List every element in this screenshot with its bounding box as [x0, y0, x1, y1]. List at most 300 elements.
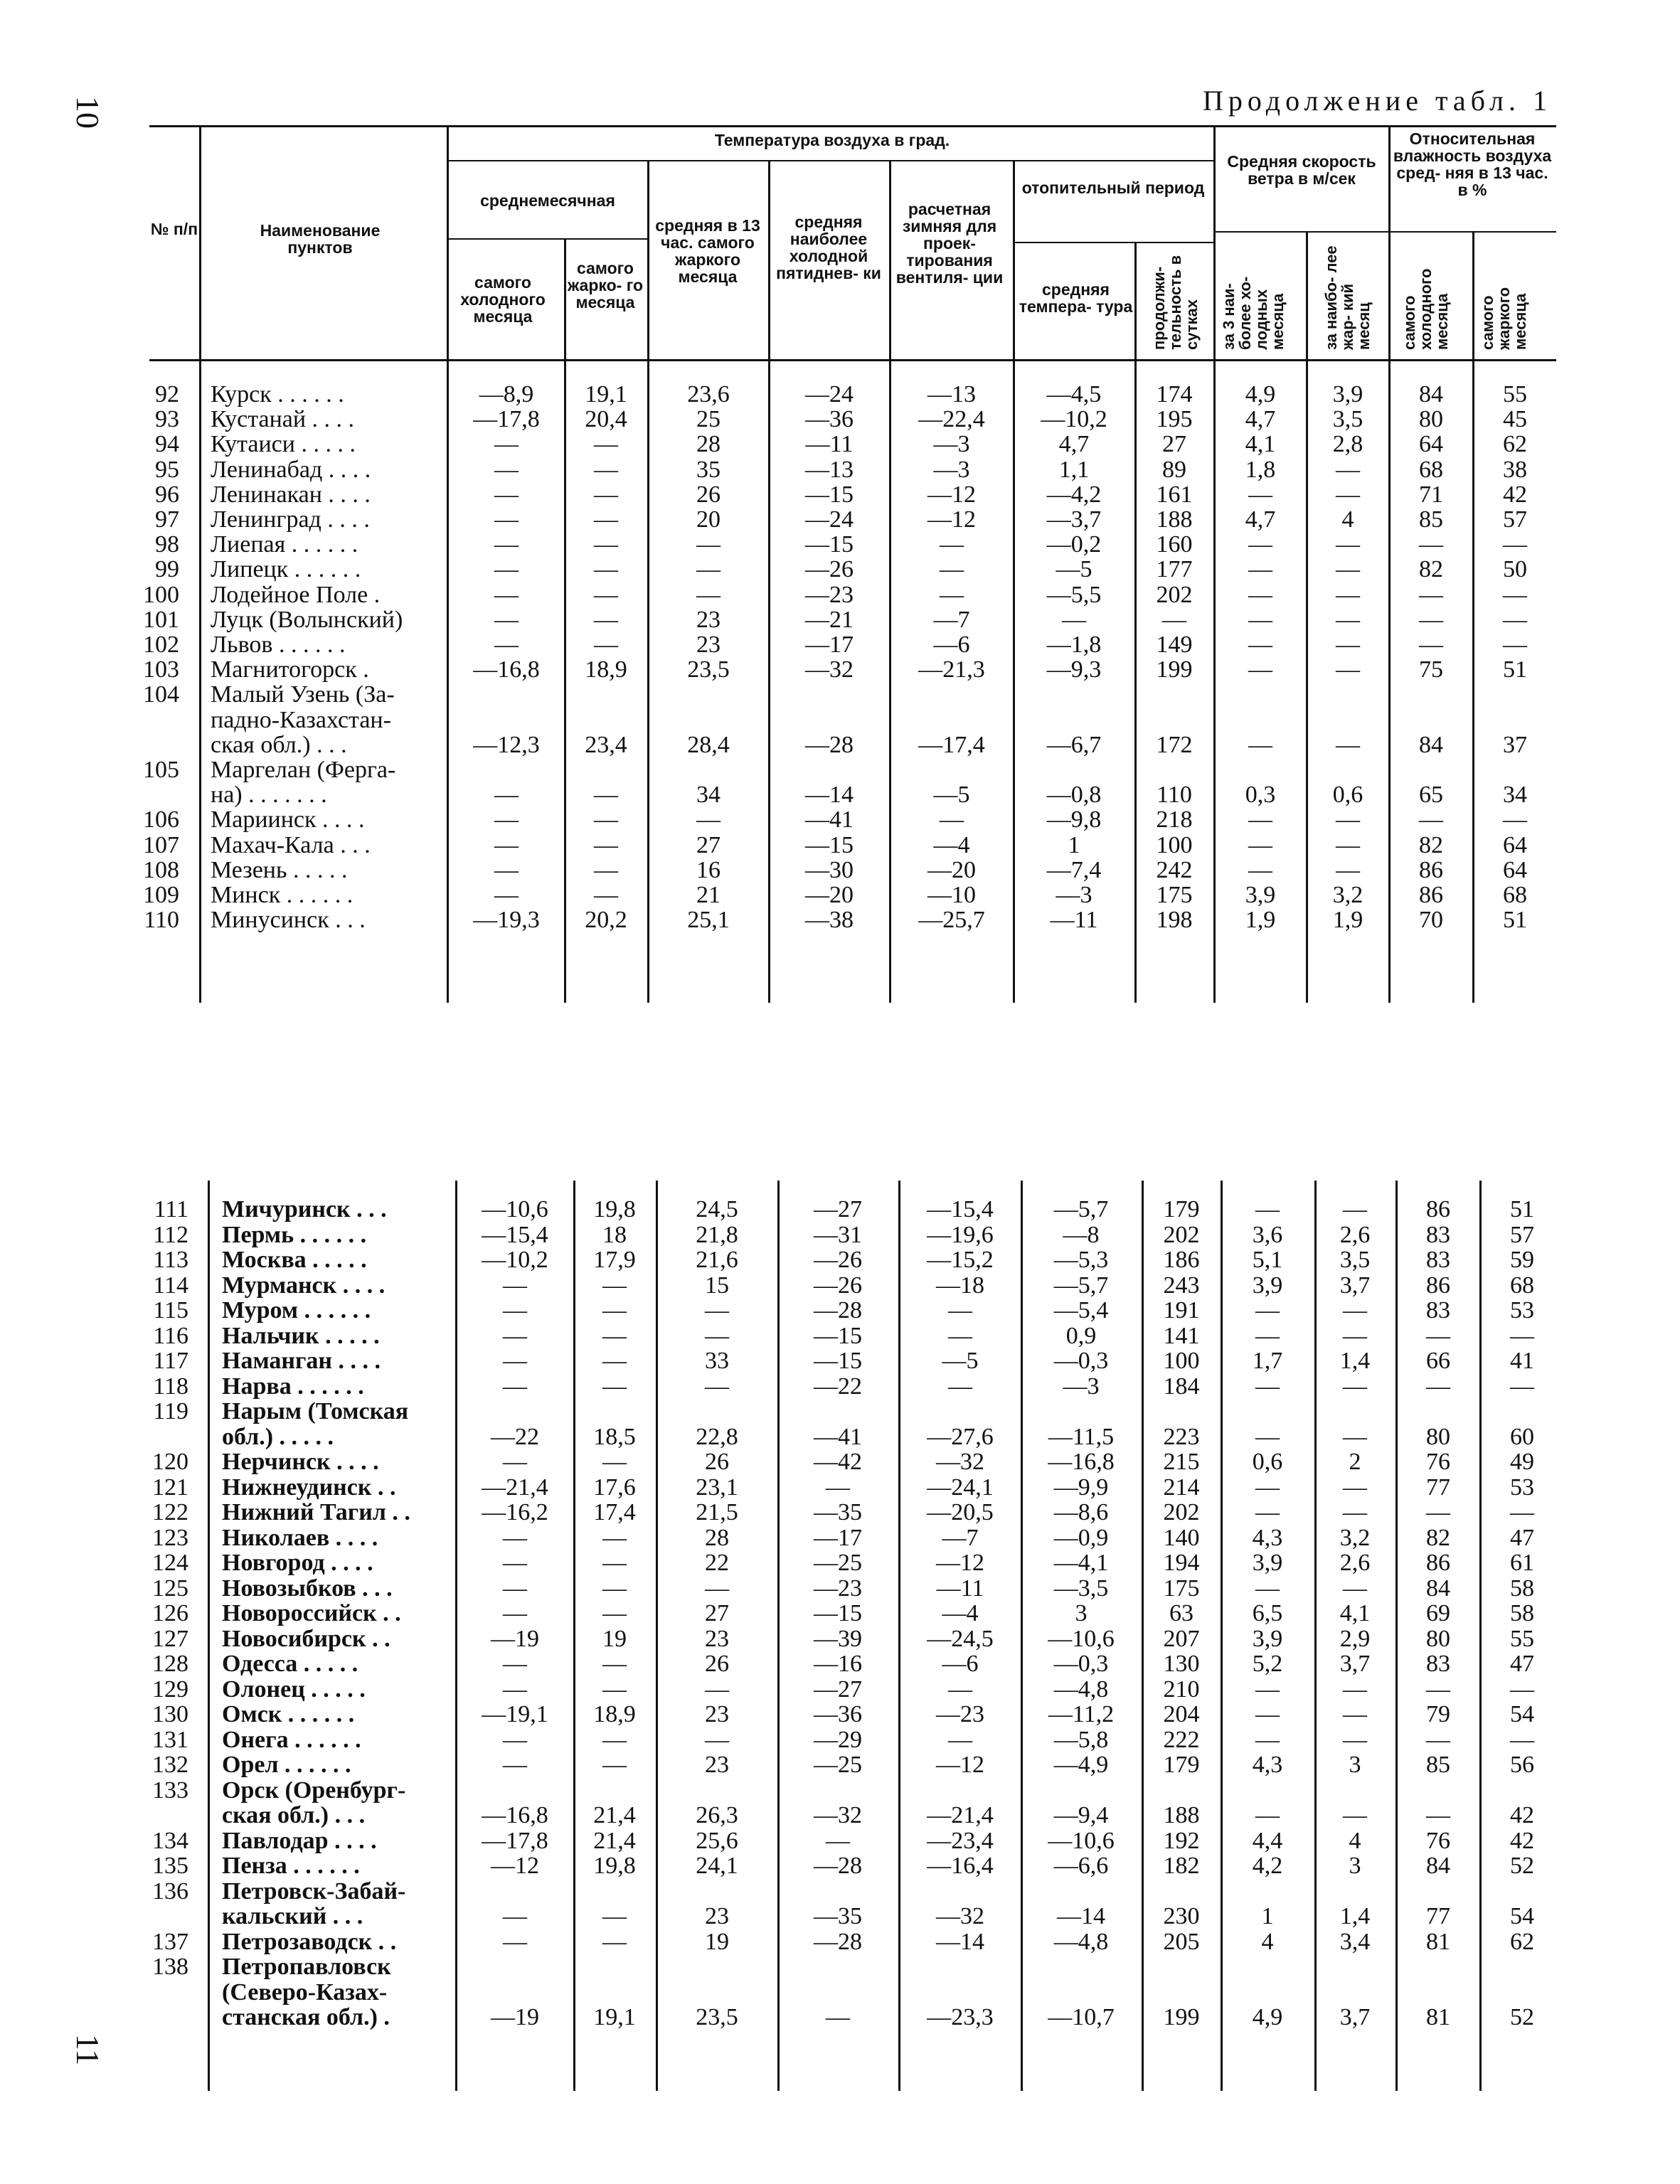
value-cell: 21,5 [696, 1499, 738, 1525]
row-number: 132 [152, 1752, 188, 1778]
value-cell: —8,9 [479, 381, 534, 407]
value-cell: —21 [805, 606, 854, 633]
value-cell: — [1343, 1474, 1367, 1501]
place-name: Омск . . . . . . [222, 1701, 355, 1727]
header-top-rule [149, 125, 1556, 127]
block1-vrule [199, 361, 201, 1003]
value-cell: — [696, 806, 721, 833]
place-name: кальский . . . [222, 1903, 363, 1929]
row-number: 124 [152, 1550, 188, 1576]
row-number: 131 [152, 1726, 188, 1753]
value-cell: — [594, 882, 618, 908]
value-cell: —15,4 [927, 1196, 994, 1222]
value-cell: — [1255, 1322, 1280, 1349]
value-cell: 57 [1510, 1221, 1534, 1248]
value-cell: —15 [814, 1322, 862, 1349]
value-cell: — [1255, 1575, 1280, 1602]
value-cell: 21,8 [696, 1221, 738, 1248]
place-name: Ленинакан . . . . [211, 481, 371, 508]
block1-vrule [1472, 361, 1474, 1003]
value-cell: 84 [1419, 731, 1443, 758]
header-name: Наименование пунктов [260, 221, 381, 257]
value-cell: — [1255, 1499, 1280, 1525]
value-cell: 42 [1510, 1827, 1534, 1854]
value-cell: —5,4 [1053, 1297, 1109, 1323]
value-cell: —0,2 [1046, 531, 1102, 558]
value-cell: — [503, 1272, 527, 1299]
row-number: 125 [152, 1575, 188, 1602]
value-cell: 202 [1163, 1499, 1200, 1525]
block1-vrule [647, 361, 649, 1003]
value-cell: — [1255, 1726, 1280, 1753]
value-cell: —15 [805, 531, 854, 558]
value-cell: 18,9 [585, 656, 627, 683]
value-cell: — [602, 1322, 627, 1349]
value-cell: 3,7 [1339, 1272, 1371, 1299]
place-name: Нальчик . . . . . [222, 1322, 380, 1349]
value-cell: —4,8 [1053, 1676, 1109, 1703]
value-cell: — [705, 1726, 729, 1753]
value-cell: 26,3 [696, 1802, 738, 1828]
value-cell: —5 [1056, 556, 1092, 583]
block2-vrule [208, 1181, 210, 2091]
place-name: Мезень . . . . . [211, 856, 348, 883]
value-cell: 5,2 [1252, 1651, 1283, 1677]
row-number: 97 [155, 506, 179, 533]
value-cell: 21,4 [593, 1802, 636, 1828]
value-cell: 184 [1163, 1373, 1200, 1400]
value-cell: 3 [1349, 1752, 1361, 1778]
place-name: Муром . . . . . . [222, 1297, 371, 1323]
value-cell: — [1336, 656, 1360, 683]
place-name: Малый Узень (За- [211, 681, 395, 708]
value-cell: 207 [1163, 1625, 1200, 1652]
value-cell: — [948, 1726, 972, 1753]
value-cell: 4,2 [1252, 1853, 1283, 1879]
monthly-rule [447, 238, 647, 240]
value-cell: 58 [1510, 1575, 1534, 1602]
value-cell: 3,9 [1252, 1550, 1283, 1576]
value-cell: —9,3 [1046, 656, 1102, 683]
value-cell: —5,7 [1053, 1196, 1109, 1222]
value-cell: 2,9 [1339, 1625, 1371, 1652]
value-cell: 161 [1156, 481, 1193, 508]
value-cell: 86 [1419, 856, 1443, 883]
value-cell: — [594, 831, 618, 858]
value-cell: 1,4 [1339, 1348, 1371, 1374]
value-cell: 25 [696, 406, 721, 433]
value-cell: 4,4 [1252, 1827, 1283, 1854]
value-cell: 45 [1503, 406, 1527, 433]
value-cell: — [1248, 531, 1272, 558]
value-cell: —16,8 [473, 656, 540, 683]
row-number: 134 [152, 1827, 188, 1854]
value-cell: — [1510, 1373, 1534, 1400]
value-cell: 82 [1419, 831, 1443, 858]
header-vrule [1306, 231, 1308, 360]
value-cell: 204 [1163, 1701, 1200, 1727]
value-cell: 55 [1503, 381, 1527, 407]
value-cell: — [1248, 606, 1272, 633]
value-cell: 23 [696, 632, 721, 658]
value-cell: 27 [1162, 431, 1186, 458]
row-number: 98 [155, 531, 179, 558]
value-cell: — [602, 1272, 627, 1299]
value-cell: 19,8 [593, 1853, 636, 1879]
row-number: 119 [153, 1398, 188, 1424]
value-cell: —7 [942, 1524, 979, 1551]
value-cell: 3,9 [1252, 1625, 1283, 1652]
value-cell: 18,5 [593, 1423, 636, 1450]
value-cell: —19,1 [482, 1701, 548, 1727]
place-name: Минск . . . . . . [211, 882, 353, 908]
value-cell: 70 [1419, 907, 1443, 934]
value-cell: —24 [805, 381, 854, 407]
header-vrule [447, 125, 449, 360]
value-cell: 28 [696, 431, 721, 458]
value-cell: 3,2 [1332, 882, 1363, 908]
value-cell: 3 [1075, 1600, 1088, 1626]
row-number: 127 [152, 1625, 188, 1652]
value-cell: —17,8 [482, 1827, 548, 1854]
value-cell: — [826, 2004, 850, 2030]
value-cell: 3,2 [1339, 1524, 1371, 1551]
row-number: 99 [155, 556, 179, 583]
value-cell: — [594, 782, 618, 809]
value-cell: 71 [1419, 481, 1443, 508]
value-cell: 21,6 [696, 1247, 738, 1273]
place-name: Одесса . . . . . [222, 1651, 358, 1677]
place-name: Маргелан (Ферга- [211, 757, 396, 783]
value-cell: —1,8 [1046, 632, 1102, 658]
value-cell: 2,6 [1339, 1221, 1371, 1248]
value-cell: —11 [936, 1575, 984, 1602]
value-cell: — [705, 1297, 729, 1323]
value-cell: 17,9 [593, 1247, 636, 1273]
wind-rule [1213, 231, 1388, 233]
value-cell: — [494, 831, 519, 858]
place-name: Пермь . . . . . . [222, 1221, 367, 1248]
value-cell: — [1343, 1297, 1367, 1323]
value-cell: 172 [1156, 731, 1193, 758]
value-cell: 199 [1163, 2004, 1200, 2030]
value-cell: 50 [1503, 556, 1527, 583]
value-cell: 218 [1156, 806, 1193, 833]
value-cell: — [1419, 806, 1443, 833]
value-cell: — [705, 1676, 729, 1703]
value-cell: —11 [805, 431, 854, 458]
row-number: 138 [152, 1954, 188, 1980]
value-cell: —0,8 [1046, 782, 1102, 809]
value-cell: 26 [705, 1449, 729, 1475]
value-cell: 2,6 [1339, 1550, 1371, 1576]
value-cell: —25,7 [918, 907, 985, 934]
value-cell: 23,1 [696, 1474, 738, 1501]
value-cell: —21,4 [482, 1474, 548, 1501]
value-cell: — [602, 1575, 627, 1602]
header-wind-hot: за наибо- лее жар- кий месяц [1322, 245, 1373, 350]
value-cell: — [602, 1676, 627, 1703]
value-cell: 177 [1156, 556, 1193, 583]
value-cell: 1,9 [1332, 907, 1363, 934]
value-cell: 57 [1503, 506, 1527, 533]
value-cell: 179 [1163, 1752, 1200, 1778]
row-number: 114 [153, 1272, 188, 1299]
value-cell: — [940, 581, 964, 608]
value-cell: — [1336, 481, 1360, 508]
value-cell: 214 [1163, 1474, 1200, 1501]
value-cell: 76 [1426, 1449, 1450, 1475]
value-cell: —5,5 [1046, 581, 1102, 608]
value-cell: —29 [814, 1726, 862, 1753]
value-cell: 51 [1510, 1196, 1534, 1222]
value-cell: — [1255, 1802, 1280, 1828]
value-cell: — [940, 806, 964, 833]
value-cell: 56 [1510, 1752, 1534, 1778]
value-cell: —14 [805, 782, 854, 809]
header-heating: отопительный период [1021, 179, 1205, 197]
value-cell: —6 [933, 632, 970, 658]
value-cell: 242 [1156, 856, 1193, 883]
page-number-bottom: 11 [70, 2034, 106, 2066]
block2-vrule [777, 1181, 780, 2091]
value-cell: —12 [927, 481, 976, 508]
value-cell: —18 [936, 1272, 984, 1299]
row-number: 111 [154, 1196, 188, 1222]
row-number: 94 [155, 431, 179, 458]
value-cell: 1,1 [1058, 456, 1090, 483]
value-cell: 23,6 [687, 381, 730, 407]
value-cell: 140 [1163, 1524, 1200, 1551]
value-cell: — [1336, 531, 1360, 558]
value-cell: 52 [1510, 1853, 1534, 1879]
value-cell: — [1510, 1676, 1534, 1703]
value-cell: —36 [805, 406, 854, 433]
value-cell: 54 [1510, 1701, 1534, 1727]
value-cell: — [602, 1600, 627, 1626]
value-cell: 23,5 [687, 656, 730, 683]
value-cell: 23,4 [585, 731, 627, 758]
value-cell: 2,8 [1332, 431, 1363, 458]
value-cell: 34 [696, 782, 721, 809]
value-cell: — [494, 632, 519, 658]
place-name: Новосибирск . . [222, 1625, 390, 1652]
value-cell: —32 [805, 656, 854, 683]
value-cell: —23 [814, 1575, 862, 1602]
value-cell: —10,6 [482, 1196, 548, 1222]
value-cell: 27 [705, 1600, 729, 1626]
row-number: 96 [155, 481, 179, 508]
page-number-top: 10 [70, 96, 106, 129]
value-cell: — [602, 1651, 627, 1677]
value-cell: 22,8 [696, 1423, 738, 1450]
value-cell: 4,7 [1245, 506, 1276, 533]
header-heat-avg: средняя темпера- тура [1019, 280, 1133, 316]
value-cell: —15,4 [482, 1221, 548, 1248]
value-cell: 26 [696, 481, 721, 508]
row-number: 103 [143, 656, 179, 683]
header-vrule [1213, 125, 1216, 360]
value-cell: — [494, 481, 519, 508]
value-cell: —5,3 [1053, 1247, 1109, 1273]
value-cell: —4 [942, 1600, 979, 1626]
row-number: 135 [152, 1853, 188, 1879]
value-cell: 3,7 [1339, 2004, 1371, 2030]
value-cell: 53 [1510, 1297, 1534, 1323]
block2-vrule [1395, 1181, 1398, 2091]
block2-vrule [455, 1181, 457, 2091]
value-cell: 55 [1510, 1625, 1534, 1652]
value-cell: —19,6 [927, 1221, 994, 1248]
value-cell: 84 [1419, 381, 1443, 407]
row-number: 130 [152, 1701, 188, 1727]
value-cell: — [1248, 806, 1272, 833]
value-cell: —12,3 [473, 731, 540, 758]
value-cell: — [503, 1928, 527, 1955]
value-cell: — [503, 1752, 527, 1778]
value-cell: 63 [1169, 1600, 1193, 1626]
place-name: Олонец . . . . . [222, 1676, 366, 1703]
value-cell: —24,1 [927, 1474, 994, 1501]
value-cell: — [494, 882, 519, 908]
value-cell: — [602, 1726, 627, 1753]
value-cell: —6,6 [1053, 1853, 1109, 1879]
value-cell: — [1255, 1373, 1280, 1400]
value-cell: 85 [1426, 1752, 1450, 1778]
value-cell: — [602, 1550, 627, 1576]
value-cell: —41 [814, 1423, 862, 1450]
value-cell: — [1503, 632, 1527, 658]
row-number: 133 [152, 1777, 188, 1804]
header-vrule [647, 160, 649, 360]
value-cell: —13 [805, 456, 854, 483]
value-cell: —35 [814, 1499, 862, 1525]
value-cell: 35 [696, 456, 721, 483]
place-name: Ленинабад . . . . [211, 456, 371, 483]
value-cell: —9,9 [1053, 1474, 1109, 1501]
value-cell: 202 [1156, 581, 1193, 608]
place-name: (Северо-Казах- [222, 1978, 388, 2005]
place-name: Новороссийск . . [222, 1600, 401, 1626]
place-name: Павлодар . . . . [222, 1827, 377, 1854]
value-cell: —17 [814, 1524, 862, 1551]
row-number: 117 [153, 1348, 188, 1374]
value-cell: 51 [1503, 656, 1527, 683]
value-cell: 58 [1510, 1600, 1534, 1626]
value-cell: —22,4 [918, 406, 985, 433]
value-cell: 3,9 [1252, 1272, 1283, 1299]
value-cell: — [494, 556, 519, 583]
value-cell: 4,3 [1252, 1752, 1283, 1778]
row-number: 123 [152, 1524, 188, 1551]
value-cell: —11,2 [1048, 1701, 1115, 1727]
value-cell: —16 [814, 1651, 862, 1677]
value-cell: 52 [1510, 2004, 1534, 2030]
value-cell: 83 [1426, 1651, 1450, 1677]
value-cell: —15 [805, 481, 854, 508]
value-cell: — [594, 806, 618, 833]
value-cell: 1 [1261, 1903, 1274, 1929]
value-cell: —41 [805, 806, 854, 833]
value-cell: — [940, 531, 964, 558]
header-vrule [199, 125, 201, 360]
value-cell: —6,7 [1046, 731, 1102, 758]
header-vrule [889, 160, 891, 360]
value-cell: —5 [933, 782, 970, 809]
value-cell: 23 [696, 606, 721, 633]
place-name: Петрозаводск . . [222, 1928, 397, 1955]
value-cell: 4 [1261, 1928, 1274, 1955]
value-cell: — [602, 1903, 627, 1929]
value-cell: —5 [942, 1348, 979, 1374]
value-cell: 21,4 [593, 1827, 636, 1854]
value-cell: — [696, 556, 721, 583]
value-cell: 77 [1426, 1474, 1450, 1501]
row-number: 116 [153, 1322, 188, 1349]
value-cell: 22 [705, 1550, 729, 1576]
place-name: Нижнеудинск . . [222, 1474, 396, 1501]
value-cell: — [503, 1524, 527, 1551]
value-cell: 198 [1156, 907, 1193, 934]
place-name: ская обл.) . . . [222, 1802, 366, 1828]
value-cell: — [494, 606, 519, 633]
value-cell: —30 [805, 856, 854, 883]
value-cell: 4,1 [1245, 431, 1276, 458]
value-cell: —26 [814, 1247, 862, 1273]
value-cell: —27 [814, 1196, 862, 1222]
value-cell: —6 [942, 1651, 979, 1677]
value-cell: 1,9 [1245, 907, 1276, 934]
value-cell: —20 [927, 856, 976, 883]
continuation-title: Продолжение табл. 1 [1203, 85, 1552, 117]
place-name: Пенза . . . . . . [222, 1853, 360, 1879]
value-cell: 77 [1426, 1903, 1450, 1929]
value-cell: — [602, 1928, 627, 1955]
value-cell: 82 [1426, 1524, 1450, 1551]
value-cell: — [1510, 1726, 1534, 1753]
value-cell: — [1343, 1196, 1367, 1222]
value-cell: — [1248, 632, 1272, 658]
value-cell: 60 [1510, 1423, 1534, 1450]
value-cell: —10,2 [482, 1247, 548, 1273]
value-cell: 100 [1156, 831, 1193, 858]
value-cell: 37 [1503, 731, 1527, 758]
value-cell: 83 [1426, 1221, 1450, 1248]
row-number: 95 [155, 456, 179, 483]
value-cell: —12 [936, 1550, 984, 1576]
value-cell: —16,8 [1048, 1449, 1115, 1475]
value-cell: —8 [1063, 1221, 1100, 1248]
value-cell: 0,9 [1065, 1322, 1097, 1349]
value-cell: 0,6 [1332, 782, 1363, 809]
value-cell: 19 [602, 1625, 627, 1652]
value-cell: 205 [1163, 1928, 1200, 1955]
value-cell: —14 [1057, 1903, 1105, 1929]
value-cell: —5,8 [1053, 1726, 1109, 1753]
place-name: Орск (Оренбург- [222, 1777, 406, 1804]
value-cell: 41 [1510, 1348, 1534, 1374]
row-number: 128 [152, 1651, 188, 1677]
row-number: 106 [143, 806, 179, 833]
value-cell: 130 [1163, 1651, 1200, 1677]
value-cell: — [1426, 1322, 1450, 1349]
value-cell: 59 [1510, 1247, 1534, 1273]
value-cell: — [826, 1474, 850, 1501]
value-cell: —20,5 [927, 1499, 994, 1525]
value-cell: 86 [1426, 1550, 1450, 1576]
value-cell: — [948, 1676, 972, 1703]
value-cell: — [696, 531, 721, 558]
